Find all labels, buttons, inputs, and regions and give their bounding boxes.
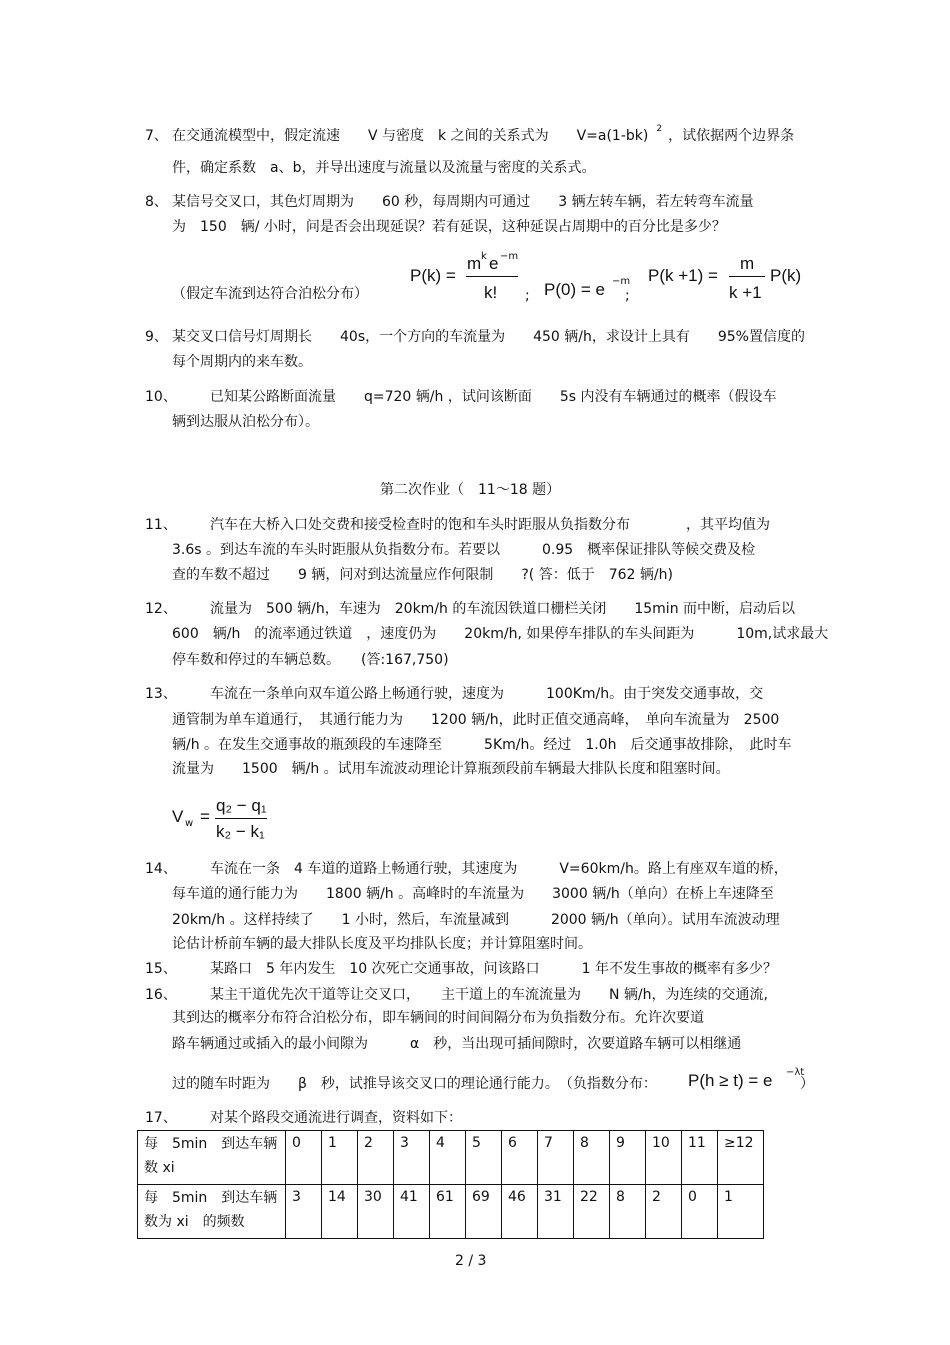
q11-line2: 3.6s 。到达车流的车头时距服从负指数分布。若要以 0.95 概率保证排队等候交费及检: [172, 542, 756, 558]
q8-formula3-fraction-bar: [729, 276, 765, 277]
q7-line2: 件，确定系数 a、b，并导出速度与流量以及流量与密度的关系式。: [172, 160, 596, 176]
q9-line2: 每个周期内的来车数。: [172, 354, 312, 370]
q8-number: 8、: [145, 194, 168, 210]
table-cell: 61: [430, 1185, 466, 1239]
q8-formula1-den: k!: [484, 283, 498, 302]
table-cell: 3: [394, 1131, 430, 1185]
q14-line1: 车流在一条 4 车道的道路上畅通行驶，其速度为 V=60km/h。路上有座双车道的桥，: [210, 861, 788, 877]
q8-formula1-num-k: k: [481, 251, 487, 262]
table-cell: 14: [322, 1185, 358, 1239]
q16-number: 16、: [145, 987, 177, 1003]
q13-formula-fraction-bar: [215, 818, 267, 819]
q14-line4: 论估计桥前车辆的最大排队长度及平均排队长度；并计算阻塞时间。: [172, 936, 592, 952]
q16-line1: 某主干道优先次干道等让交叉口， 主干道上的车流流量为 N 辆/h，为连续的交通流,: [210, 987, 768, 1003]
q16-close-paren: ）: [800, 1076, 814, 1092]
q12-line1: 流量为 500 辆/h，车速为 20km/h 的车流因铁道口栅栏关闭 15min 而中断，启动后以: [210, 601, 796, 617]
q8-formula1-num-e: e: [489, 254, 499, 273]
table-row-header: [138, 1185, 286, 1239]
table-cell: 4: [430, 1131, 466, 1185]
q8-formula3-num: m: [740, 254, 755, 273]
q7-line1: [172, 124, 795, 147]
q17-line1: 对某个路段交通流进行调查，资料如下：: [210, 1110, 462, 1126]
table-cell: 0: [286, 1131, 322, 1185]
q10-line2: 辆到达服从泊松分布）。: [172, 414, 319, 430]
table-cell: 10: [646, 1131, 682, 1185]
q16-line3: 路车辆通过或插入的最小间隙为 α 秒，当出现可插间隙时，次要道路车辆可以相继通: [172, 1036, 742, 1052]
q8-hint: （假定车流到达符合泊松分布）: [172, 286, 368, 302]
q13-formula-eq: =: [200, 807, 210, 826]
q14-line2: 每车道的通行能力为 1800 辆/h 。高峰时的车流量为 3000 辆/h（单向）在桥上车速降至: [172, 886, 774, 902]
q8-sep1: ;: [525, 288, 530, 304]
q14-number: 14、: [145, 861, 177, 877]
row1-header-line1: 每 5min 到达车辆: [144, 1136, 278, 1152]
table-cell: 69: [466, 1185, 502, 1239]
q16-line4: 过的随车时距为 β 秒，试推导该交叉口的理论通行能力。 （负指数分布：: [172, 1076, 657, 1092]
table-cell: 11: [682, 1131, 718, 1185]
table-cell: 3: [286, 1185, 322, 1239]
table-cell: 41: [394, 1185, 430, 1239]
q11-line1: 汽车在大桥入口处交费和接受检查时的饱和车头时距服从负指数分布 ，其平均值为: [210, 517, 770, 533]
q7-line1-text: 在交通流模型中，假定流速 V 与密度 k 之间的关系式为 V=a(1-bk): [172, 128, 649, 144]
table-cell: 22: [574, 1185, 610, 1239]
q14-line3: 20km/h 。这样持续了 1 小时，然后，车流量减到 2000 辆/h（单向）。试用车流波动理: [172, 912, 780, 928]
q17-number: 17、: [145, 1110, 177, 1126]
q8-formula1-num-exp: −m: [500, 251, 519, 262]
q8-formula2-lhs: P(0) = e: [544, 280, 605, 299]
table-row-header: [138, 1131, 286, 1185]
q16-line2: 其到达的概率分布符合泊松分布，即车辆间的时间间隔分布为负指数分布。允许次要道: [172, 1010, 704, 1026]
q8-formula3-lhs: P(k +1) =: [648, 266, 718, 285]
table-cell: 1: [322, 1131, 358, 1185]
q8-formula3-den: k +1: [729, 283, 762, 302]
table-cell: 31: [538, 1185, 574, 1239]
table-cell: 8: [574, 1131, 610, 1185]
row2-header-line1: 每 5min 到达车辆: [144, 1190, 278, 1206]
q13-line2: 通管制为单车道通行， 其通行能力为 1200 辆/h，此时正值交通高峰， 单向车流量为 2500: [172, 712, 780, 728]
q8-formula2-exp: −m: [612, 276, 631, 287]
q13-formula-num: q₂ − q₁: [216, 796, 267, 815]
q10-number: 10、: [145, 389, 177, 405]
q8-formula3-rhs: P(k): [770, 266, 802, 285]
table-cell: 30: [358, 1185, 394, 1239]
q13-number: 13、: [145, 686, 177, 702]
page-number: 2 / 3: [455, 1253, 487, 1269]
table-cell: 1: [718, 1185, 764, 1239]
q15-line1: 某路口 5 年内发生 10 次死亡交通事故，问该路口 1 年不发生事故的概率有多少？: [210, 961, 777, 977]
q9-line1: 某交叉口信号灯周期长 40s，一个方向的车流量为 450 辆/h，求设计上具有 95%置信度的: [172, 329, 805, 345]
frequency-table: [137, 1130, 764, 1239]
table-cell: 8: [610, 1185, 646, 1239]
q11-number: 11、: [145, 517, 177, 533]
table-cell: 2: [358, 1131, 394, 1185]
q16-formula-exp: −λt: [786, 1067, 805, 1078]
table-row: [138, 1131, 764, 1185]
q13-line4: 流量为 1500 辆/h 。试用车流波动理论计算瓶颈段前车辆最大排队长度和阻塞时间。: [172, 761, 730, 777]
q8-formula1-fraction-bar: [466, 276, 518, 277]
q8-line1: 某信号交叉口，其色灯周期为 60 秒，每周期内可通过 3 辆左转车辆，若左转弯车流量: [172, 194, 754, 210]
q7-line1-tail: ，试依据两个边界条: [668, 128, 795, 144]
table-cell: 9: [610, 1131, 646, 1185]
q13-formula-v-sub: w: [185, 818, 194, 829]
q16-formula: P(h ≥ t) = e: [688, 1071, 773, 1090]
q13-formula-v: V: [172, 807, 184, 826]
q8-formula1-num-m: m: [467, 254, 482, 273]
section-title: 第二次作业（ 11～18 题）: [380, 482, 561, 498]
table-cell: 2: [646, 1185, 682, 1239]
q9-number: 9、: [145, 329, 168, 345]
q7-number: 7、: [145, 128, 168, 144]
q12-line2: 600 辆/h 的流率通过铁道 ，速度仍为 20km/h, 如果停车排队的车头间距为 10m,试求最大: [172, 626, 829, 642]
q10-line1: 已知某公路断面流量 q=720 辆/h ，试问该断面 5s 内没有车辆通过的概率（假设车: [210, 389, 777, 405]
q7-superscript: 2: [656, 124, 663, 134]
table-cell: 46: [502, 1185, 538, 1239]
table-cell: 5: [466, 1131, 502, 1185]
q15-number: 15、: [145, 961, 177, 977]
row1-header-line2: 数 xi: [144, 1160, 175, 1176]
q13-formula-den: k₂ − k₁: [216, 822, 265, 841]
q13-line3: 辆/h 。在发生交通事故的瓶颈段的车速降至 5Km/h。经过 1.0h 后交通事故排除， 此时车: [172, 737, 792, 753]
table-cell: ≥12: [718, 1131, 764, 1185]
row2-header-line2: 数为 xi 的频数: [144, 1214, 245, 1230]
q8-sep2: ;: [625, 288, 630, 304]
table-cell: 0: [682, 1185, 718, 1239]
q11-line3: 查的车数不超过 9 辆，问对到达流量应作何限制 ?( 答：低于 762 辆/h): [172, 567, 673, 583]
table-row: [138, 1185, 764, 1239]
q12-number: 12、: [145, 601, 177, 617]
q8-formula1-lhs: P(k) =: [410, 266, 456, 285]
table-cell: 6: [502, 1131, 538, 1185]
q8-line2: 为 150 辆/ 小时，问是否会出现延误？若有延误，这种延误占周期中的百分比是多少？: [172, 219, 726, 235]
table-cell: 7: [538, 1131, 574, 1185]
q13-line1: 车流在一条单向双车道公路上畅通行驶，速度为 100Km/h。由于突发交通事故，交: [210, 686, 764, 702]
q12-line3: 停车数和停过的车辆总数。 (答:167,750): [172, 652, 449, 668]
